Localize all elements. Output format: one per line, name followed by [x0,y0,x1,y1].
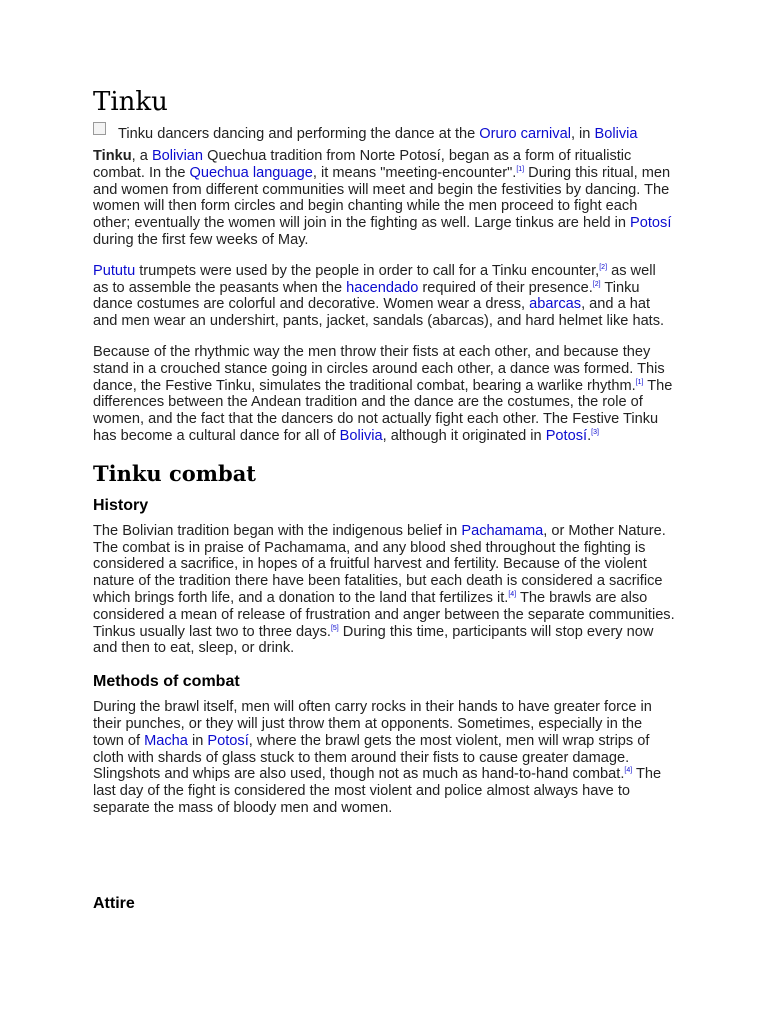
reference-link[interactable]: [4] [508,591,517,599]
article-content [93,84,675,831]
link-abarcas[interactable]: abarcas [529,296,582,313]
link-hacendado[interactable]: hacendado [346,279,419,296]
paragraph-history: The Bolivian tradition began with the indigenous belief in Pachamama, or Mother Nature. The combat is in praise of Pachamama, and any blood shed throughout the fighting is considered a sacrifice, in hopes of a fruitful harvest and fertility. Because of the violent nature of the tradition there have been fatalities, but each death is considered a sacrifice which brings forth life, and a donation to the land that fertilizes it.[4] The brawls are also considered a mean of release of frustration and anger between the separate communities. Tinkus usually last two to three days.[5] During this time, participants will stop every now and then to eat, sleep, or drink. [93,522,675,657]
link-pututu[interactable]: Pututu [93,262,136,279]
paragraph-dance: Because of the rhythmic way the men throw their fists at each other, and because they stand in a crouched stance going in circles around each other, a dance was formed. This dance, the Festive Tinku, simulates the traditional combat, bearing a warlike rhythm.[1] The differences between the Andean tradition and the dance are the costumes, the role of women, and the fact that the dancers do not actually fight each other. The Festive Tinku has become a cultural dance for all of Bolivia, although it originated in Potosí.[3] [93,343,673,444]
link-macha[interactable]: Macha [144,732,188,749]
reference-link[interactable]: [4] [624,767,633,775]
image-caption: Tinku dancers dancing and performing the dance at the Oruro carnival, in Bolivia [93,124,675,144]
reference-link[interactable]: [3] [591,429,599,437]
reference-link[interactable]: [2] [599,263,608,271]
link-bolivia[interactable]: Bolivia [339,427,383,444]
reference-link[interactable]: [1] [516,165,525,173]
link-potosi[interactable]: Potosí [630,215,672,232]
paragraph-pututu: Pututu trumpets were used by the people in order to call for a Tinku encounter,[2] as well as to assemble the peasants when the hacendado required of their presence.[2] Tinku dance costumes are colorful and decorative. Women wear a dress, abarcas, and a hat and men wear an undershirt, pants, jacket, sandals (abarcas), and hard helmet like hats. [93,262,665,330]
paragraph-methods: During the brawl itself, men will often carry rocks in their hands to have greater force in their punches, or they will just throw them at opponents. Sometimes, especially in the town of Macha in Potosí, where the brawl gets the most violent, men will wrap strips of cloth with shards of glass stuck to them around their fists to cause greater damage. Slingshots and whips are also used, though not as much as hand-to-hand combat.[4] The last day of the fight is considered the most violent and police almost always have to separate the mass of bloody men and women. [93,699,662,816]
section-heading-tinku-combat: Tinku combat [93,460,257,486]
link-bolivian[interactable]: Bolivian [151,148,204,164]
reference-link[interactable]: [2] [592,280,601,288]
link-bolivia[interactable]: Bolivia [594,126,638,142]
link-potosi[interactable]: Potosí [207,732,249,749]
paragraph-intro: Tinku, a Bolivian Quechua tradition from Norte Potosí, began as a form of ritualistic combat. In the Quechua language, it means "meeting-encounter".[1] During this ritual, men and women from different communities will meet and begin the festivities by dancing. The women will then form circles and begin chanting while the men proceed to fight each other; eventually the women will join in the fighting as well. Large tinkus are held in Potosí during the first few weeks of May. [93,148,672,248]
subsection-heading-history: History [93,496,149,514]
link-potosi[interactable]: Potosí [545,427,588,444]
subsection-heading-attire: Attire [93,895,135,912]
reference-link[interactable]: [1] [635,378,644,386]
link-oruro-carnival[interactable]: Oruro carnival [479,126,571,142]
reference-link[interactable]: [5] [330,624,339,632]
subsection-heading-methods: Methods of combat [93,673,240,691]
page-title: Tinku [93,87,168,117]
link-quechua-language[interactable]: Quechua language [189,164,313,181]
broken-image-icon[interactable] [93,122,106,135]
link-pachamama[interactable]: Pachamama [461,522,544,539]
